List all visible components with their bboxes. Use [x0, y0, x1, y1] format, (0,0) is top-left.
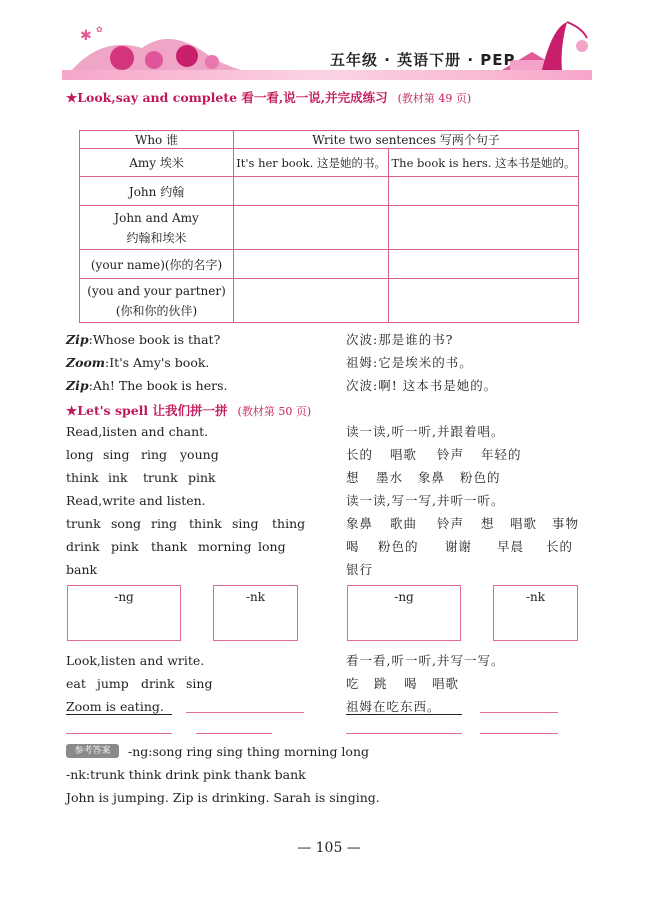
who-zh: (你和你的伙伴)	[115, 303, 198, 318]
dialogue-line-en: Zip:Ah! The book is hers.	[66, 378, 228, 393]
sentence-cell[interactable]	[234, 250, 389, 279]
word: long	[258, 539, 286, 554]
word-zh: 吃	[346, 676, 360, 691]
who-zh: 约翰和埃米	[126, 230, 187, 245]
instruction-en: Look,listen and write.	[66, 653, 205, 668]
who-cell: (your name)(你的名字)	[80, 250, 234, 279]
word-zh: 粉色的	[460, 470, 501, 485]
sentence-cell[interactable]	[234, 206, 389, 250]
svg-text:✿: ✿	[96, 25, 103, 34]
word: trunk	[66, 516, 101, 531]
instruction-zh: 看一看,听一听,并写一写。	[346, 653, 505, 668]
sentence-table	[79, 130, 579, 323]
example-sentence: Zoom is eating.	[66, 699, 164, 714]
word-zh: 象鼻	[418, 470, 446, 485]
sentence-cell[interactable]: It's her book. 这是她的书。	[234, 149, 389, 177]
word: ring	[141, 447, 168, 462]
svg-text:✱: ✱	[80, 28, 92, 44]
word-zh: 年轻的	[481, 447, 522, 462]
word: thank	[151, 539, 188, 554]
word-zh: 喝	[404, 676, 418, 691]
word: ring	[151, 516, 178, 531]
page-header	[62, 18, 592, 80]
word: long	[66, 447, 94, 462]
word-zh: 银行	[346, 562, 374, 577]
word: sing	[232, 516, 259, 531]
who-cell	[80, 279, 234, 323]
word: trunk	[143, 470, 178, 485]
answer-line: -nk:trunk think drink pink thank bank	[66, 767, 306, 782]
sentence-cell[interactable]	[234, 279, 389, 323]
word-zh: 铃声	[437, 516, 465, 531]
word-zh: 喝	[346, 539, 360, 554]
section-title-look-say	[66, 88, 471, 106]
dialogue-line-zh: 祖姆:它是埃米的书。	[346, 355, 473, 370]
page-number: — 105 —	[297, 840, 361, 856]
word-zh: 象鼻	[346, 516, 374, 531]
word: think	[66, 470, 99, 485]
table-row	[80, 206, 579, 250]
word: young	[180, 447, 219, 462]
nk-box[interactable]	[493, 585, 578, 641]
example-underline	[66, 714, 172, 715]
table-row	[80, 149, 579, 177]
ng-box[interactable]	[347, 585, 461, 641]
box-label: -ng	[114, 590, 134, 604]
sentence-cell[interactable]	[389, 279, 579, 323]
word-zh: 唱歌	[510, 516, 538, 531]
table-row	[80, 250, 579, 279]
word-zh: 铃声	[437, 447, 465, 462]
instruction-en: Read,listen and chant.	[66, 424, 209, 439]
word: sing	[186, 676, 213, 691]
word: eat	[66, 676, 86, 691]
word: think	[189, 516, 222, 531]
example-underline	[346, 714, 462, 715]
box-label: -nk	[245, 590, 266, 604]
word: pink	[188, 470, 216, 485]
word-zh: 唱歌	[432, 676, 460, 691]
table-header-who: Who 谁	[80, 131, 234, 149]
star-icon: ★	[66, 90, 78, 105]
table-header-sentences: Write two sentences 写两个句子	[234, 131, 579, 149]
word-zh: 唱歌	[390, 447, 418, 462]
sentence-cell[interactable]	[389, 177, 579, 206]
write-line[interactable]	[186, 712, 304, 713]
word-zh: 谢谢	[445, 539, 473, 554]
speaker: Zoom	[66, 355, 106, 370]
word-zh: 事物	[552, 516, 580, 531]
who-en: John and Amy	[114, 210, 199, 225]
instruction-zh: 读一读,写一写,并听一听。	[346, 493, 505, 508]
who-cell: Amy 埃米	[80, 149, 234, 177]
who-cell	[80, 206, 234, 250]
word-zh: 粉色的	[378, 539, 419, 554]
speaker: Zip	[66, 378, 89, 393]
nk-box[interactable]	[213, 585, 298, 641]
sentence-cell[interactable]	[389, 206, 579, 250]
box-label: -ng	[394, 590, 414, 604]
header-title: 五年级 · 英语下册 · PEP	[330, 51, 516, 69]
word-zh: 想	[346, 470, 360, 485]
dialogue-line-en: Zoom:It's Amy's book.	[66, 355, 210, 370]
dialogue-line-zh: 次波:啊! 这本书是她的。	[346, 378, 498, 393]
word-zh: 长的	[546, 539, 574, 554]
sentence-cell[interactable]	[234, 177, 389, 206]
write-line[interactable]	[346, 733, 462, 734]
word: drink	[66, 539, 100, 554]
word: pink	[111, 539, 139, 554]
write-line[interactable]	[66, 733, 172, 734]
sentence-cell[interactable]	[389, 250, 579, 279]
answer-line: John is jumping. Zip is drinking. Sarah is singing.	[66, 790, 380, 805]
word: bank	[66, 562, 98, 577]
table-row	[80, 177, 579, 206]
word: drink	[141, 676, 175, 691]
word-zh: 墨水	[376, 470, 404, 485]
instruction-en: Read,write and listen.	[66, 493, 206, 508]
word: jump	[97, 676, 129, 691]
word: sing	[103, 447, 130, 462]
word: morning	[198, 539, 252, 554]
word-zh: 早晨	[497, 539, 525, 554]
box-label: -nk	[525, 590, 546, 604]
speaker: Zip	[66, 332, 89, 347]
instruction-zh: 读一读,听一听,并跟着唱。	[346, 424, 505, 439]
star-icon: ★	[66, 403, 78, 418]
answer-line: -ng:song ring sing thing morning long	[128, 744, 369, 759]
word: song	[111, 516, 141, 531]
word-zh: 跳	[374, 676, 388, 691]
write-line[interactable]	[480, 733, 558, 734]
who-cell: John 约翰	[80, 177, 234, 206]
write-line[interactable]	[196, 733, 272, 734]
answer-badge: 参考答案	[66, 744, 119, 758]
section-ref: (教材第 50 页)	[237, 405, 312, 418]
section-ref: (教材第 49 页)	[397, 92, 472, 105]
dialogue-line-en: Zip:Whose book is that?	[66, 332, 221, 347]
word: thing	[272, 516, 306, 531]
section-title-spell	[66, 401, 311, 419]
dialogue-line-zh: 次波:那是谁的书?	[346, 332, 454, 347]
write-line[interactable]	[480, 712, 558, 713]
word-zh: 歌曲	[390, 516, 418, 531]
who-en: (you and your partner)	[87, 283, 226, 298]
example-sentence-zh: 祖姆在吃东西。	[346, 699, 441, 714]
sentence-cell[interactable]: The book is hers. 这本书是她的。	[389, 149, 579, 177]
word-zh: 想	[481, 516, 495, 531]
section-title-text: Look,say and complete 看一看,说一说,并完成练习	[77, 90, 388, 105]
word: ink	[108, 470, 128, 485]
section-title-text: Let's spell 让我们拼一拼	[77, 403, 228, 418]
word-zh: 长的	[346, 447, 374, 462]
ng-box[interactable]	[67, 585, 181, 641]
table-row	[80, 279, 579, 323]
